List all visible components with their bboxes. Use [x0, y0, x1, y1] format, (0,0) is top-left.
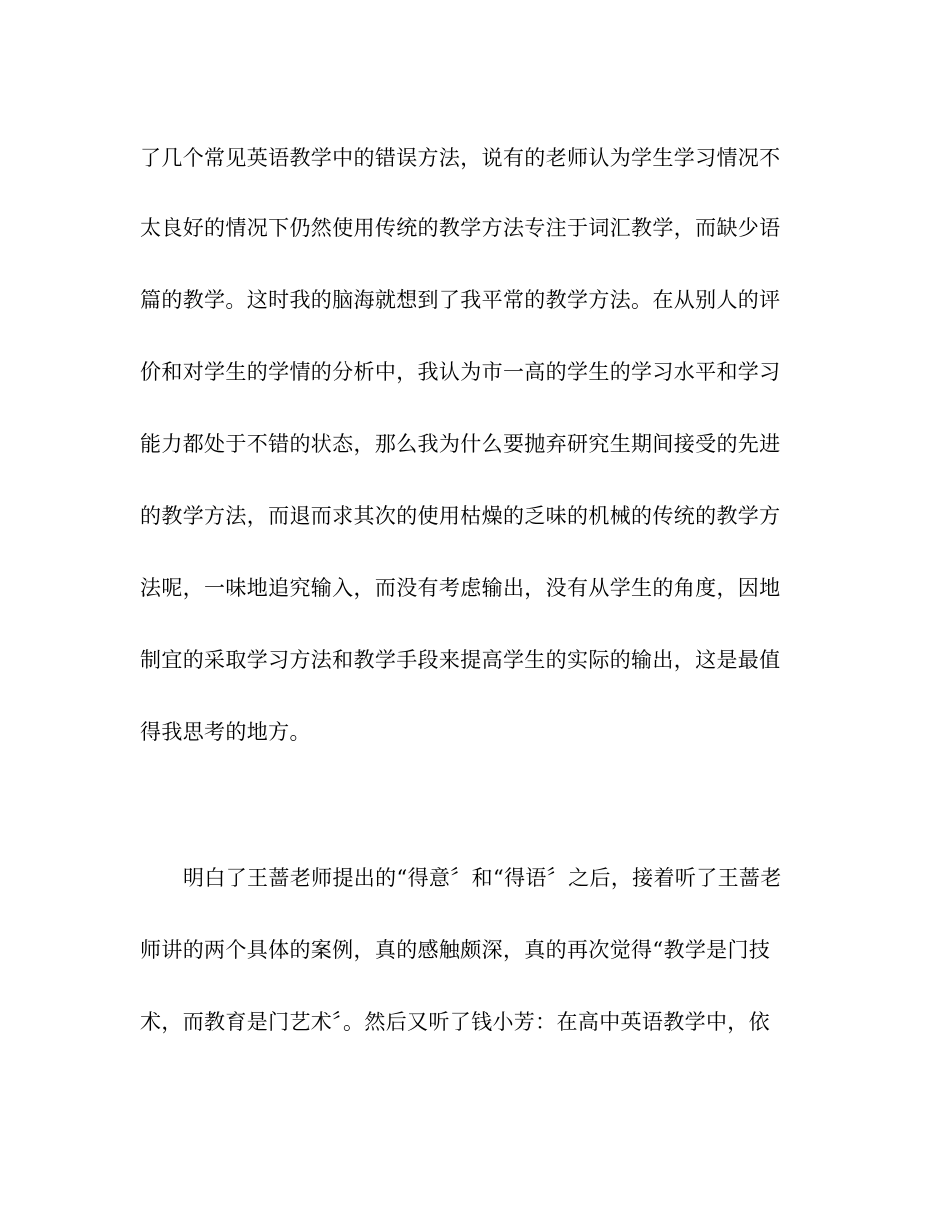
text-line: 师讲的两个具体的案例，真的感触颇深，真的再次觉得“教学是门技: [140, 938, 771, 962]
text-line: 制宜的采取学习方法和教学手段来提高学生的实际的输出，这是最值: [140, 648, 781, 672]
text-line: 太良好的情况下仍然使用传统的教学方法专注于词汇教学，而缺少语: [140, 216, 781, 240]
text-line: 篇的教学。这时我的脑海就想到了我平常的教学方法。在从别人的评: [140, 288, 781, 312]
text-line: 能力都处于不错的状态，那么我为什么要抛弃研究生期间接受的先进: [140, 432, 781, 456]
text-line: 价和对学生的学情的分析中，我认为市一高的学生的学习水平和学习: [140, 360, 781, 384]
text-line: 的教学方法，而退而求其次的使用枯燥的乏味的机械的传统的教学方: [140, 504, 781, 528]
text-line: 得我思考的地方。: [140, 720, 311, 744]
text-line: 术，而教育是门艺术〞。然后又听了钱小芳：在高中英语教学中，依: [140, 1010, 770, 1034]
text-line: 了几个常见英语教学中的错误方法，说有的老师认为学生学习情况不: [140, 146, 781, 170]
text-line: 明白了王蔷老师提出的“得意〞和“得语〞之后，接着听了王蔷老: [183, 866, 782, 890]
text-line: 法呢，一味地追究输入，而没有考虑输出，没有从学生的角度，因地: [140, 576, 781, 600]
